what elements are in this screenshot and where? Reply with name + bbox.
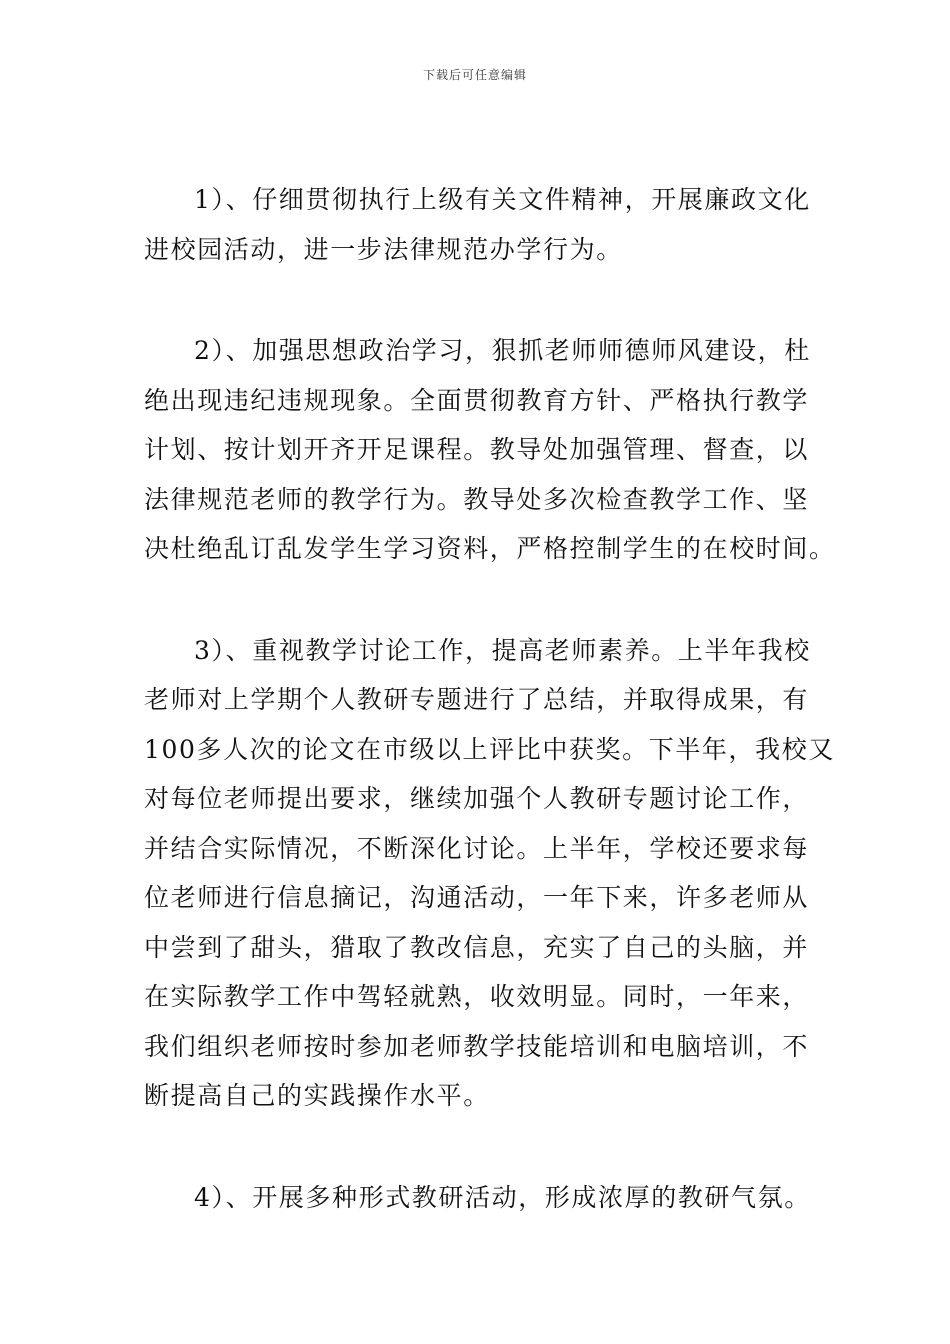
paragraph-line: 绝出现违纪违规现象。全面贯彻教育方针、严格执行教学 [144, 385, 810, 415]
paragraph-line: 在实际教学工作中驾轻就熟，收效明显。同时，一年来， [144, 982, 810, 1011]
paragraph-line: 位老师进行信息摘记，沟通活动，一年下来，许多老师从 [144, 883, 810, 912]
paragraph-line: 计划、按计划开齐开足课程。教导处加强管理、督查，以 [144, 435, 810, 464]
body-text [144, 175, 836, 1274]
paragraph-1 [144, 175, 811, 274]
paragraph-line: 100多人次的论文在市级以上评比中获奖。下半年，我校又 [144, 734, 835, 764]
header-note: 下载后可任意编辑 [422, 68, 527, 82]
paragraph-2 [144, 326, 836, 574]
paragraph-line: 中尝到了甜头，猎取了教改信息，充实了自己的头脑，并 [144, 932, 810, 962]
paragraph-line: 4）、开展多种形式教研活动，形成浓厚的教研气氛。 [194, 1182, 811, 1212]
paragraph-line: 并结合实际情况，不断深化讨论。上半年，学校还要求每 [144, 833, 810, 863]
paragraph-line: 老师对上学期个人教研专题进行了总结，并取得成果，有 [144, 685, 810, 714]
paragraph-line: 法律规范老师的教学行为。教导处多次检查教学工作、坚 [144, 484, 810, 514]
paragraph-line: 1）、仔细贯彻执行上级有关文件精神，开展廉政文化 [194, 185, 811, 214]
paragraph-line: 我们组织老师按时参加老师教学技能培训和电脑培训，不 [144, 1031, 810, 1061]
paragraph-4 [144, 1173, 811, 1223]
paragraph-line: 对每位老师提出要求，继续加强个人教研专题讨论工作， [144, 784, 810, 813]
paragraph-line: 2）、加强思想政治学习，狠抓老师师德师风建设，杜 [194, 336, 811, 365]
paragraph-line: 进校园活动，进一步法律规范办学行为。 [144, 234, 623, 264]
paragraph-line: 3）、重视教学讨论工作，提高老师素养。上半年我校 [194, 635, 811, 665]
paragraph-line: 决杜绝乱订乱发学生学习资料，严格控制学生的在校时间。 [144, 534, 836, 563]
paragraph-line: 断提高自己的实践操作水平。 [144, 1081, 490, 1110]
paragraph-3 [144, 626, 835, 1121]
